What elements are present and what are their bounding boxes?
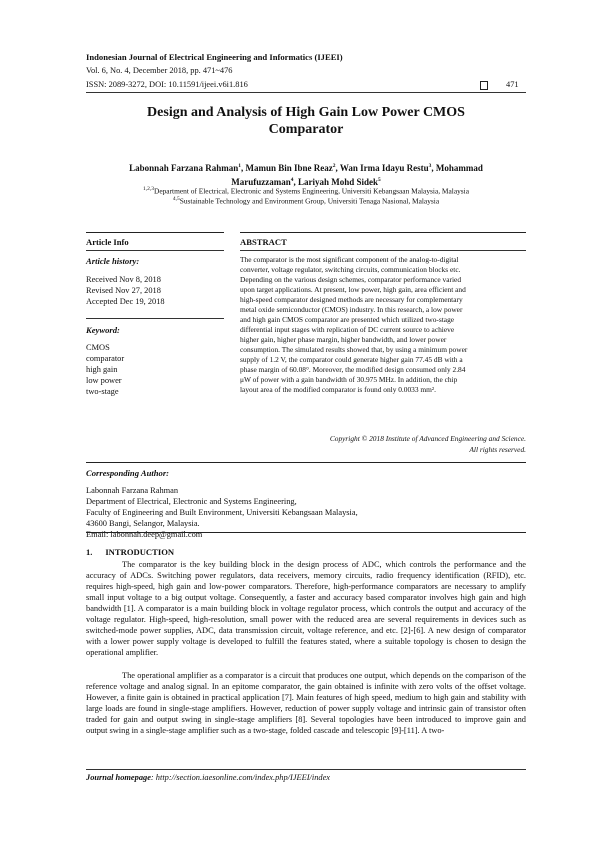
- abstract-line: differential input stages with replication of DC current source to achieve: [240, 325, 455, 334]
- abstract-line: higher gain, higher phase margin, higher bandwidth, and lower power: [240, 335, 447, 344]
- abstract-body: [240, 255, 526, 395]
- journal-name: Indonesian Journal of Electrical Engineering and Informatics (IJEEI): [86, 52, 343, 62]
- copyright-line-2: All rights reserved.: [469, 445, 526, 454]
- keyword-heading: Keyword:: [86, 325, 120, 335]
- abstract-top-rule: [240, 232, 526, 233]
- journal-homepage: [86, 773, 330, 782]
- corresponding-dept: Department of Electrical, Electronic and Systems Engineering,: [86, 497, 297, 506]
- homepage-url[interactable]: : http://section.iaesonline.com/index.php/IJEEI/index: [150, 773, 330, 782]
- paper-title: [86, 104, 526, 138]
- abstract-line: phase margin of 60.08°. Moreover, the modified design consumed only 2.84: [240, 365, 466, 374]
- author-3: Wan Irma Idayu Restu: [339, 163, 429, 173]
- author-3-sup: 3: [428, 163, 432, 169]
- keyword-item: low power: [86, 376, 122, 385]
- keyword-item: comparator: [86, 354, 125, 363]
- corresponding-faculty: Faculty of Engineering and Built Environment, Universiti Kebangsaan Malaysia,: [86, 508, 358, 517]
- article-info-rule: [86, 250, 224, 251]
- page-number: 471: [506, 80, 519, 89]
- author-2-sup: 2: [332, 163, 336, 169]
- affiliation-2-sup: 4,5: [172, 196, 180, 202]
- author-1: Labonnah Farzana Rahman: [129, 163, 239, 173]
- abstract-line: and high gain CMOS comparator are presented which utilized two-stage: [240, 315, 455, 324]
- author-1-sup: 1: [238, 163, 241, 169]
- affiliation-1-sup: 1,2,3: [142, 186, 154, 192]
- accepted-date: Accepted Dec 19, 2018: [86, 297, 165, 306]
- keyword-item: high gain: [86, 365, 118, 374]
- abstract-line: consumption. The simulated results showed that, by using a minimum power: [240, 345, 468, 354]
- abstract-line: upon target applications. At present, low power, high gain, area efficient and: [240, 285, 466, 294]
- corresponding-heading: Corresponding Author:: [86, 468, 170, 478]
- volume-line: Vol. 6, No. 4, December 2018, pp. 471~476: [86, 66, 233, 75]
- abstract-line: high-speed comparator designed methods are necessary for complementary: [240, 295, 463, 304]
- abstract-heading: ABSTRACT: [240, 237, 287, 247]
- homepage-label: Journal homepage: [86, 773, 151, 782]
- page-box-icon: [480, 81, 488, 90]
- abstract-line: converter, voltage regulator, switching circuits, communication blocks etc.: [240, 265, 461, 274]
- author-4-sup: 4: [290, 177, 294, 183]
- affiliation-1-text: Department of Electrical, Electronic and Systems Engineering, Universiti Kebangsaan Malaysia, Malaysia: [153, 186, 470, 196]
- corresponding-top-rule: [86, 462, 526, 463]
- title-line-1: Design and Analysis of High Gain Low Power CMOS: [147, 105, 465, 120]
- keyword-rule: [86, 318, 224, 319]
- keyword-list: [86, 342, 224, 397]
- author-5-sup: 5: [378, 177, 381, 183]
- header-rule: [86, 92, 526, 93]
- issn-line: ISSN: 2089-3272, DOI: 10.11591/ijeei.v6i1.816: [86, 80, 248, 89]
- keyword-item: two-stage: [86, 387, 119, 396]
- author-4-first: Mohammad: [435, 163, 483, 173]
- intro-paragraph-1: The comparator is the key building block in the design process of ADC, which controls the performance and the accuracy of ADCs. Switching power regulators, data receivers, memory circuits, radio frequency identification (RFID), etc. requires high-speed, high gain and low-power comparators. Therefore, high-performance comparators are necessary to amplify small input voltage to a big output voltage. Consequently, a faster and accuracy based comparator involves high gain and high bandwidth [1]. A comparator is a main building block in voltage regulator process, which controls the output and accuracy of the voltage regulator. High-speed, high-resolution, small power with the reduced area are several requirements in devices such as switched-mode power supplies, ADC, data transmission circuit, voltage reference, and etc. [2]-[6]. A new design of comparator with a lower power supply voltage is developed to fulfill the features stated, where a suitable topology is chosen to design the operational amplifier.: [86, 560, 526, 657]
- corresponding-address: 43600 Bangi, Selangor, Malaysia.: [86, 519, 200, 528]
- copyright-line-1: Copyright © 2018 Institute of Advanced Engineering and Science.: [329, 434, 526, 443]
- abstract-line: metal oxide semiconductor (CMOS) industry. In this research, a low power: [240, 305, 463, 314]
- affiliation-2: [86, 196, 526, 205]
- revised-date: Revised Nov 27, 2018: [86, 286, 161, 295]
- abstract-rule: [240, 250, 526, 251]
- corresponding-bottom-rule: [86, 532, 526, 533]
- intro-paragraph-2: The operational amplifier as a comparator is a circuit that produces one output, which depends on the comparison of the reference voltage and analog signal. In an epitome comparator, the gain obtained is infinite with zero volts of the offset voltage. However, a finite gain is obtained in practical application [7]. Main features of high speed, medium to high gain and stability with large loads are found in single-stage amplifiers. However, reduction of power supply voltage and intrinsic gain of transistor often traded for gain and output swing in single-stage amplifiers [8]. Several topologies have been introduced to improve gain and output swing in a single-stage amplifier such as a two-stage, folded cascade and telescopic [9]-[11]. A two-: [86, 671, 526, 735]
- affiliation-2-text: Sustainable Technology and Environment Group, Universiti Tenaga Nasional, Malaysia: [179, 196, 440, 206]
- received-date: Received Nov 8, 2018: [86, 275, 161, 284]
- corresponding-email: Email: labonnah.deep@gmail.com: [86, 530, 203, 539]
- footer-rule: [86, 769, 526, 770]
- abstract-line: layout area of the modified comparator is found only 0.0033 mm².: [240, 385, 436, 394]
- author-4-last: Marufuzzaman: [231, 177, 291, 187]
- author-2: Mamun Bin Ibne Reaz: [245, 163, 333, 173]
- section-heading-introduction: 1. INTRODUCTION: [86, 547, 175, 557]
- title-line-2: Comparator: [268, 122, 344, 137]
- keyword-item: CMOS: [86, 343, 110, 352]
- article-info-heading: Article Info: [86, 237, 129, 247]
- author-5: Lariyah Mohd Sidek: [297, 177, 379, 187]
- abstract-line: μW of power with a gain bandwidth of 30.975 MHz. In addition, the chip: [240, 375, 458, 384]
- affiliation-1: [86, 186, 526, 195]
- abstract-line: Depending on the various design schemes, comparator performance varied: [240, 275, 462, 284]
- article-history-heading: Article history:: [86, 256, 140, 266]
- abstract-line: supply of 1.2 V, the comparator could generate higher gain 77.45 dB with a: [240, 355, 463, 364]
- abstract-line: The comparator is the most significant component of the analog-to-digital: [240, 255, 459, 264]
- article-info-top-rule: [86, 232, 224, 233]
- author-list: Labonnah Farzana Rahman$^1$, Mamun Bin Ibne Reaz$^2$, Wan Irma Idayu Restu$^3$, Mohammad Marufuzzaman$^4$, Lariyah Mohd Sidek$^5$: [129, 163, 483, 187]
- corresponding-name: Labonnah Farzana Rahman: [86, 486, 179, 495]
